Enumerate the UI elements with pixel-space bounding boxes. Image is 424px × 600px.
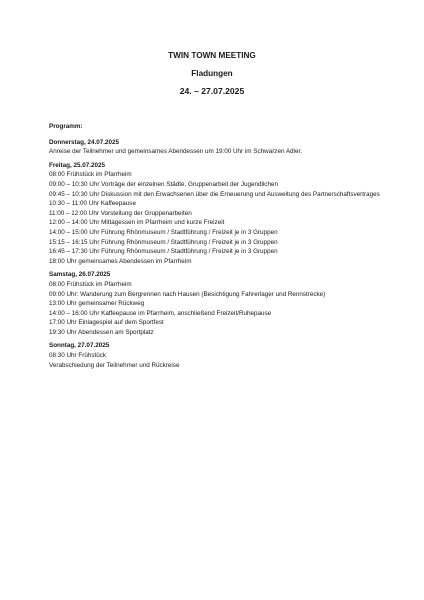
program-item: 08:00 Frühstück im Pfarrheim	[49, 280, 132, 288]
program-item: 19:30 Uhr Abendessen am Sportplatz	[49, 328, 154, 336]
program-item: 13:00 Uhr gemeinsamer Rückweg	[49, 300, 145, 308]
document-location: Fladungen	[191, 69, 233, 78]
program-item: 15:15 – 16:15 Uhr Führung Rhönmuseum / Stadtführung / Freizeit je in 3 Gruppen	[49, 238, 278, 246]
day-heading: Donnerstag, 24.07.2025	[49, 138, 120, 146]
document-dates: 24. – 27.07.2025	[179, 86, 245, 96]
program-item: 18:00 Uhr gemeinsames Abendessen im Pfarrheim	[49, 257, 192, 265]
program-item: 09:00 – 10:30 Uhr Vorträge der einzelnen Städte, Gruppenarbeit der Jugendlichen	[49, 180, 278, 188]
document-header	[0, 52, 424, 97]
day-heading: Sonntag, 27.07.2025	[49, 342, 110, 350]
program-item: 17:00 Uhr Einlagespiel auf dem Sportfest	[49, 319, 164, 327]
program-item: 14:00 – 15:00 Uhr Führung Rhönmuseum / Stadtführung / Freizeit je in 3 Gruppen	[49, 228, 278, 236]
day-heading: Samstag, 26.07.2025	[49, 271, 111, 279]
program-content	[49, 122, 389, 374]
program-item: 08:00 Frühstück im Pfarrheim	[49, 171, 132, 179]
program-item: 16:45 – 17:30 Uhr Führung Rhönmuseum / Stadtführung / Freizeit je in 3 Gruppen	[49, 248, 278, 256]
day-section-sunday	[49, 341, 389, 370]
document-title: TWIN TOWN MEETING	[168, 51, 256, 60]
program-item: 09:00 Uhr: Wanderung zum Bergrennen nach Hausen (Besichtigung Fahrerlager und Rennstrecke)	[49, 290, 326, 298]
day-heading: Freitag, 25.07.2025	[49, 161, 106, 169]
program-label: Programm:	[49, 123, 83, 130]
program-item: 08:30 Uhr Frühstück	[49, 352, 107, 360]
program-item: 12:00 – 14:00 Uhr Mittagessen im Pfarrheim und kurze Freizeit	[49, 219, 225, 227]
day-section-friday	[49, 161, 389, 267]
program-item: 09:45 – 10:30 Uhr Diskussion mit den Erwachsenen über die Erneuerung und Ausweitung des Partnerschaftsvertrages	[49, 190, 380, 198]
program-item: 11:00 – 12:00 Uhr Vorstellung der Gruppenarbeiten	[49, 209, 192, 217]
day-section-saturday	[49, 270, 389, 337]
program-item: Verabschiedung der Teilnehmer und Rückreise	[49, 361, 180, 369]
day-section-thursday	[49, 138, 389, 157]
program-item: 10:30 – 11:00 Uhr Kaffeepause	[49, 200, 136, 208]
program-item: 14:00 – 16:00 Uhr Kaffeepause im Pfarrheim, anschließend Freizeit/Ruhepause	[49, 309, 272, 317]
program-item: Anreise der Teilnehmer und gemeinsames Abendessen um 19:00 Uhr im Schwarzen Adler.	[49, 148, 302, 156]
